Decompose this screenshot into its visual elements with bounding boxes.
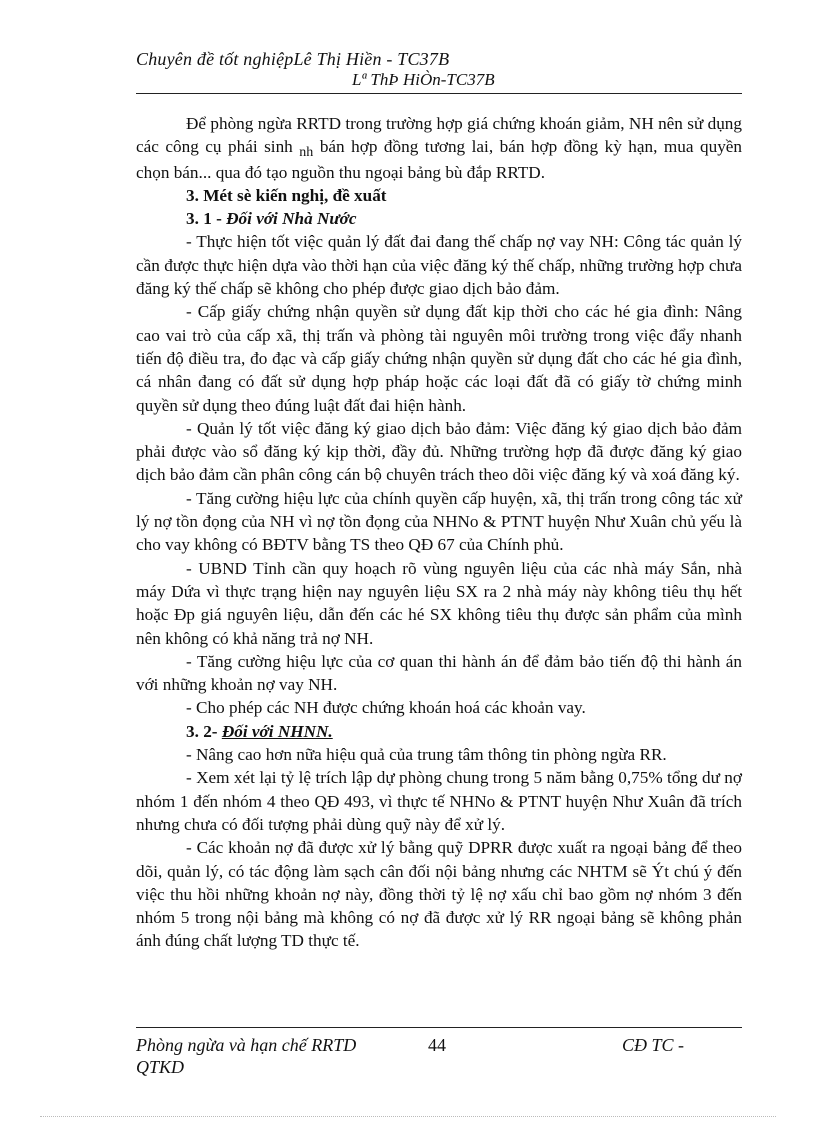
paragraph-land-certificates: - Cấp giấy chứng nhận quyền sử dụng đất kịp thời cho các hé gia đình: Nâng cao vai trò của cấp xã, thị trấn và phòng tài nguyên môi trường trong việc đẩy nhanh tiến độ điều tra, đo đạc và cấp giấy chứng nhận quyền sử dụng đất cho các hé gia đình, cá nhân đang có đất sử dụng hợp pháp hoặc các loại đất đã có giấy tờ chứng minh quyền sử dụng theo đúng luật đất đai hiện hành. <box>136 302 742 415</box>
page-number: 44 <box>428 1035 446 1055</box>
paragraph-intro-part1: Để phòng ngừa RRTD trong trường hợp giá chứng khoán giảm, NH nên sử dụng các công cụ phái sinh <box>136 114 742 157</box>
footer-rule <box>136 1027 742 1028</box>
paragraph-secured-transactions: - Quản lý tốt việc đăng ký giao dịch bảo đảm: Việc đăng ký giao dịch bảo đảm phải được vào sổ đăng ký kịp thời, đầy đủ. Những trường hợp đã được đăng ký giao dịch bảo đảm cần phân công cán bộ chuyên trách theo dõi việc đăng ký và xoá đăng ký. <box>136 418 742 485</box>
paragraph-land-management: - Thực hiện tốt việc quản lý đất đai đang thế chấp nợ vay NH: Công tác quản lý cần được thực hiện dựa vào thời hạn của việc đăng ký thế chấp, những trường hợp chưa đăng ký thế chấp sẽ không cho phép được giao dịch bảo đảm. <box>136 232 742 299</box>
document-body <box>136 112 742 953</box>
footer-topic: Phòng ngừa và hạn chế RRTD <box>136 1035 357 1055</box>
section-heading-3: 3. Mét sè kiến nghị, đề xuất <box>186 185 387 205</box>
header-rule <box>136 93 742 94</box>
section-3-2-number: 3. 2- <box>186 721 218 741</box>
footer-course-wrap: QTKD <box>136 1057 185 1077</box>
page-header <box>136 48 742 90</box>
paragraph-info-center: - Nâng cao hơn nữa hiệu quả của trung tâm thông tin phòng ngừa RR. <box>186 745 667 765</box>
section-heading-3-1 <box>136 207 742 230</box>
paragraph-off-balance: - Các khoản nợ đã được xử lý bằng quỹ DPRR được xuất ra ngoại bảng để theo dõi, quản lý, có tác động làm sạch cân đối nội bảng nhưng các NHTM sẽ Ýt chú ý đến việc thu hồi những khoản nợ này, đồng thời tỷ lệ nợ xấu chỉ bao gồm nợ nhóm 3 đến nhóm 5 trong nội bảng mà không có nợ đã được xử lý RR ngoại bảng sẽ không phản ánh đúng chất lượng TD thực tế. <box>136 838 742 951</box>
section-heading-3-2 <box>136 720 742 743</box>
paragraph-intro-nh: nh <box>299 145 314 161</box>
header-author: Lª ThÞ HiÒn-TC37B <box>352 70 495 89</box>
paragraph-enforcement: - Tăng cường hiệu lực của cơ quan thi hành án để đảm bảo tiến độ thi hành án với những khoản nợ vay NH. <box>136 651 742 695</box>
section-3-1-number: 3. 1 - <box>186 209 222 229</box>
header-title: Chuyên đề tốt nghiệpLê Thị Hiền - TC37B <box>136 49 450 69</box>
paragraph-securitization: - Cho phép các NH được chứng khoán hoá các khoản vay. <box>186 698 586 718</box>
paragraph-raw-materials: - UBND Tỉnh cần quy hoạch rõ vùng nguyên liệu của các nhà máy Sắn, nhà máy Dứa vì thực trạng hiện nay nguyên liệu SX ra 2 nhà máy này không tiêu thụ hết hoặc Ðp giá nguyên liệu, dẫn đến các hé SX không tiêu thụ được sản phẩm của mình nên không có khả năng trả nợ NH. <box>136 558 742 648</box>
paragraph-intro <box>136 112 742 184</box>
paragraph-local-authority: - Tăng cường hiệu lực của chính quyền cấp huyện, xã, thị trấn trong công tác xử lý nợ tồn đọng của NH vì nợ tồn đọng của NHNo & PTNT huyện Như Xuân chủ yếu là cho vay không có BĐTV bằng TS theo QĐ 67 của Chính phủ. <box>136 488 742 555</box>
section-3-1-title: Đối với Nhà Nước <box>226 209 357 229</box>
section-3-2-title: Đối với NHNN. <box>221 721 333 741</box>
page-bottom-border <box>40 1116 776 1117</box>
paragraph-intro-part2: bán hợp đồng tương lai, bán hợp đồng kỳ hạn, mua quyền chọn bán... qua đó tạo nguồn thu ngoại bảng bù đắp RRTD. <box>136 137 743 182</box>
footer-course: CĐ TC - <box>622 1035 685 1055</box>
paragraph-provision-rate: - Xem xét lại tỷ lệ trích lập dự phòng chung trong 5 năm bằng 0,75% tổng dư nợ nhóm 1 đến nhóm 4 theo QĐ 493, vì thực tế NHNo & PTNT huyện Như Xuân đã trích nhưng chưa có đối tượng phải dùng quỹ này để xử lý. <box>136 768 742 834</box>
